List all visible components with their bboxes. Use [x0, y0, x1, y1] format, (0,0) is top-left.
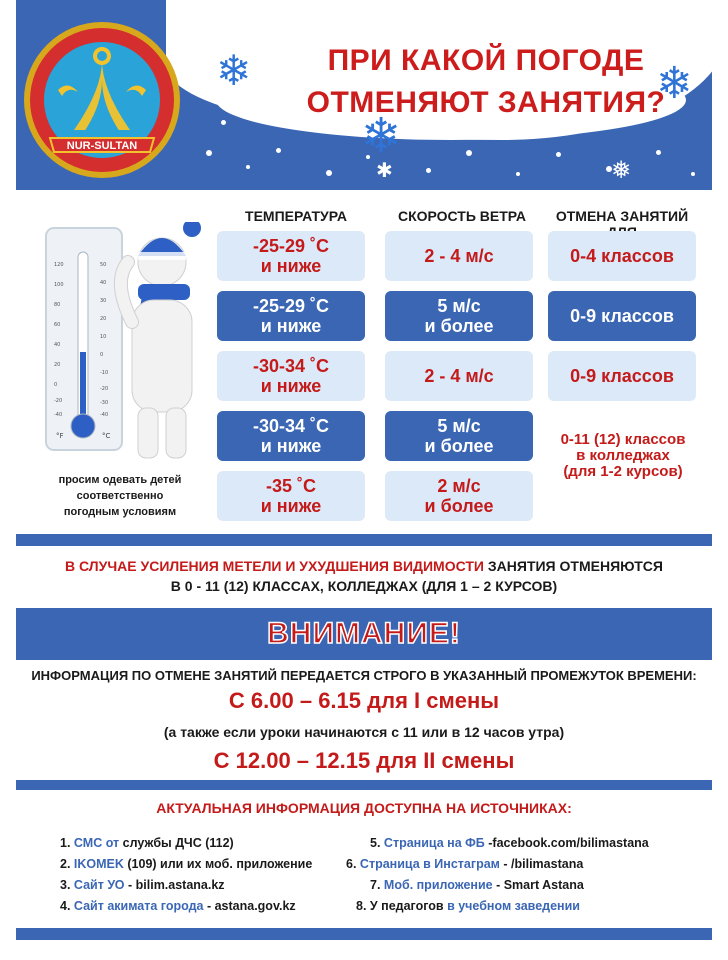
source-detail: (109) или их моб. приложение: [123, 857, 313, 871]
source-detail: - bilim.astana.kz: [124, 878, 225, 892]
cell-line: и более: [424, 436, 494, 456]
scale-tick: -20: [100, 386, 109, 392]
cell-line: и более: [424, 496, 494, 516]
title-line: ОТМЕНЯЮТ ЗАНЯТИЯ?: [306, 86, 666, 119]
source-number: 6.: [346, 857, 357, 871]
snowflake-icon: ❄: [216, 46, 252, 95]
source-number: 1.: [60, 836, 71, 850]
blizzard-note-red: В СЛУЧАЕ УСИЛЕНИЯ МЕТЕЛИ И УХУДШЕНИЯ ВИДИМОСТИ: [65, 558, 484, 574]
wind-cell: [385, 351, 533, 401]
source-name: Моб. приложение: [383, 878, 493, 892]
temperature-cell: [217, 411, 365, 461]
advice-line: погодным условиям: [63, 506, 177, 518]
scale-tick: 60: [54, 322, 61, 328]
source-name: СМС от: [73, 836, 120, 850]
cell-line: 5 м/с: [437, 296, 481, 316]
source-number: 8.: [356, 899, 367, 913]
scale-tick: 30: [100, 298, 107, 304]
snowflake-icon: ❄: [656, 58, 693, 109]
snow-dot: [246, 165, 250, 169]
blizzard-note: [16, 556, 712, 596]
cell-line: и ниже: [260, 496, 322, 516]
blizzard-note-line2: В 0 - 11 (12) КЛАССАХ, КОЛЛЕДЖАХ (ДЛЯ 1 – 2 КУРСОВ): [170, 578, 558, 594]
snowflake-icon: ✱: [376, 158, 393, 182]
source-item: [60, 836, 234, 850]
source-number: 4.: [60, 899, 71, 913]
snow-dot: [691, 172, 695, 176]
attention-title: ВНИМАНИЕ!: [267, 617, 461, 650]
snow-dot: [221, 120, 226, 125]
scale-tick: -40: [54, 412, 63, 418]
shift1-time: С 6.00 – 6.15 для I смены: [228, 688, 500, 713]
divider-bar: [16, 534, 712, 546]
source-name: Страница на ФБ: [383, 836, 485, 850]
cell-line: (для 1-2 курсов): [563, 463, 683, 480]
cancel-cell: [548, 351, 696, 401]
scale-tick: 80: [54, 302, 61, 308]
snow-dot: [276, 148, 281, 153]
source-detail: службы ДЧС (112): [119, 836, 234, 850]
snowflake-icon: ❅: [611, 156, 632, 184]
cell-line: 5 м/с: [437, 416, 481, 436]
scale-tick: 0: [54, 382, 58, 388]
source-item: [60, 899, 296, 913]
cell-line: 2 м/с: [437, 476, 481, 496]
column-header-cancel: ОТМЕНА ЗАНЯТИЙ: [555, 208, 689, 224]
cell-line: и ниже: [260, 376, 322, 396]
source-name: в учебном заведении: [447, 899, 580, 913]
blizzard-note-black: ЗАНЯТИЯ ОТМЕНЯЮТСЯ: [487, 558, 663, 574]
cell-line: -25-29 ˚С: [252, 236, 330, 256]
scale-tick: -20: [54, 398, 63, 404]
cancel-cell: [548, 291, 696, 341]
advice-line: соответственно: [76, 490, 164, 502]
cell-line: и ниже: [260, 316, 322, 336]
wind-cell: [385, 291, 533, 341]
scale-tick: 20: [100, 316, 107, 322]
scale-tick: -10: [100, 370, 109, 376]
source-item: [370, 878, 584, 892]
column-header-temperature: ТЕМПЕРАТУРА: [245, 208, 347, 224]
divider-bar: [16, 928, 712, 940]
source-name: Сайт УО: [73, 878, 125, 892]
snow-dot: [206, 150, 212, 156]
cell-line: 0-9 классов: [570, 306, 674, 326]
cancel-cell: [548, 231, 696, 281]
divider-bar: [16, 780, 712, 790]
cell-line: в колледжах: [576, 447, 670, 464]
source-item: [346, 857, 583, 871]
cell-line: 0-4 классов: [570, 246, 674, 266]
snow-dot: [196, 80, 200, 84]
source-number: 7.: [370, 878, 381, 892]
wind-cell: [385, 471, 533, 521]
cell-line: 2 - 4 м/с: [424, 366, 494, 386]
shift2-time: С 12.00 – 12.15 для II смены: [213, 748, 515, 773]
temperature-cell: [217, 351, 365, 401]
source-name: Страница в Инстаграм: [359, 857, 500, 871]
scale-tick: 40: [100, 280, 107, 286]
cell-line: -25-29 ˚С: [252, 296, 330, 316]
cell-line: -35 ˚С: [265, 476, 316, 496]
wind-cell: [385, 411, 533, 461]
scale-tick: -30: [100, 400, 109, 406]
advice-line: просим одевать детей: [58, 474, 182, 486]
source-detail: - /bilimastana: [499, 857, 584, 871]
cell-line: и более: [424, 316, 494, 336]
scale-tick: 40: [54, 342, 61, 348]
snow-dot: [426, 168, 431, 173]
temperature-cell: [217, 471, 365, 521]
city-emblem-logo: [22, 20, 182, 180]
temperature-cell: [217, 291, 365, 341]
snow-dot: [556, 152, 561, 157]
cell-line: и ниже: [260, 436, 322, 456]
snow-dot: [516, 172, 520, 176]
snow-dot: [466, 150, 472, 156]
source-item: [60, 857, 312, 871]
shift1-note: (а также если уроки начинаются с 11 или в 12 часов утра): [163, 724, 565, 740]
cell-line: 0-9 классов: [570, 366, 674, 386]
scale-tick: 100: [54, 282, 64, 288]
advice-note: [40, 472, 200, 520]
source-item: [60, 878, 225, 892]
column-header-wind: СКОРОСТЬ ВЕТРА: [397, 208, 527, 224]
thermometer-illustration: [42, 222, 214, 464]
source-detail: - Smart Astana: [492, 878, 584, 892]
sources-title: АКТУАЛЬНАЯ ИНФОРМАЦИЯ ДОСТУПНА НА ИСТОЧНИКАХ:: [156, 800, 572, 816]
snow-dot: [326, 170, 332, 176]
cell-line: 2 - 4 м/с: [424, 246, 494, 266]
scale-tick: 20: [54, 362, 61, 368]
wind-cell: [385, 231, 533, 281]
scale-tick: -40: [100, 412, 109, 418]
source-item: [370, 836, 649, 850]
source-detail: -facebook.com/bilimastana: [484, 836, 649, 850]
emblem-caption: NUR-SULTAN: [66, 140, 138, 152]
cell-line: и ниже: [260, 256, 322, 276]
attention-banner: [16, 608, 712, 660]
source-name: IKOMEK: [73, 857, 124, 871]
scale-tick: 50: [100, 262, 107, 268]
scale-unit: °C: [102, 432, 111, 440]
scale-unit: °F: [56, 432, 64, 440]
scale-tick: 120: [54, 262, 64, 268]
source-number: 2.: [60, 857, 71, 871]
snowflake-icon: ❄: [361, 108, 402, 164]
title-line: ПРИ КАКОЙ ПОГОДЕ: [327, 44, 645, 77]
cell-line: -30-34 ˚С: [252, 356, 330, 376]
source-detail: - astana.gov.kz: [203, 899, 296, 913]
source-number: 5.: [370, 836, 381, 850]
source-number: 3.: [60, 878, 71, 892]
cell-line: -30-34 ˚С: [252, 416, 330, 436]
source-name: Сайт акимата города: [73, 899, 204, 913]
temperature-cell: [217, 231, 365, 281]
page-title: [306, 40, 666, 124]
attention-info: ИНФОРМАЦИЯ ПО ОТМЕНЕ ЗАНЯТИЙ ПЕРЕДАЕТСЯ СТРОГО В УКАЗАННЫЙ ПРОМЕЖУТОК ВРЕМЕНИ:: [31, 668, 697, 683]
cancel-cell-large: [548, 432, 698, 480]
scale-tick: 0: [100, 352, 104, 358]
cell-line: 0-11 (12) классов: [560, 431, 686, 448]
source-detail: У педагогов: [366, 899, 448, 913]
source-item: [356, 899, 580, 913]
snow-dot: [656, 150, 661, 155]
scale-tick: 10: [100, 334, 107, 340]
